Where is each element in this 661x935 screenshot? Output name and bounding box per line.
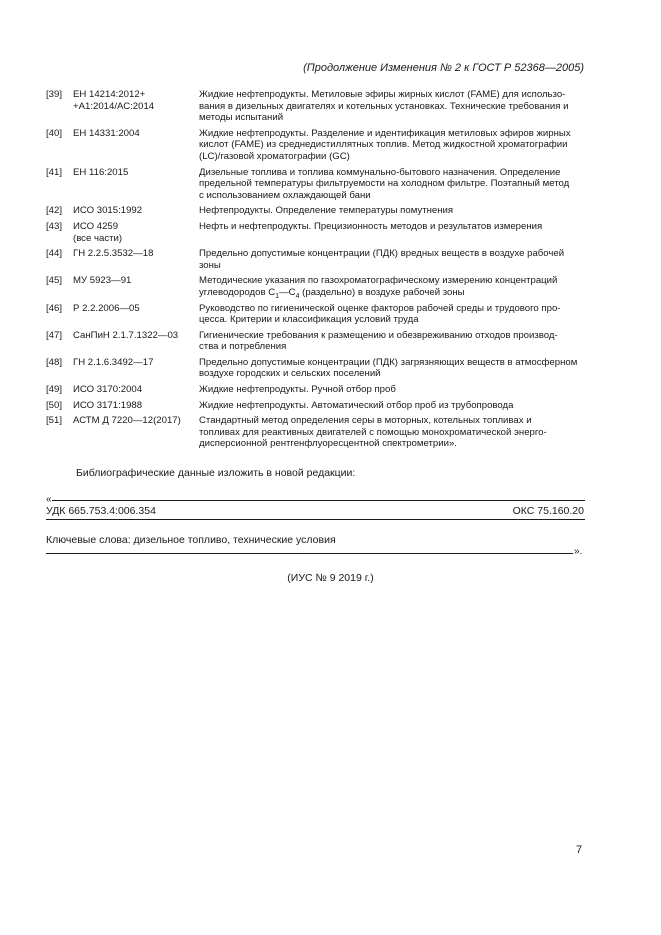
reference-row — [46, 400, 585, 416]
reference-title: Дизельные топлива и топлива коммунально-бытового назначения. Определение предельной температуры фильтруемости на холодном фильтре. Поэтапный метод с использованием охлаждающей бани — [199, 166, 570, 201]
reference-number: [41] — [46, 166, 63, 178]
reference-number: [45] — [46, 275, 63, 287]
reference-title: Жидкие нефтепродукты. Автоматический отбор проб из трубопровода — [199, 399, 514, 411]
continuation-header: (Продолжение Изменения № 2 к ГОСТ Р 52368—2005) — [303, 62, 584, 74]
reference-title: Руководство по гигиенической оценке факторов рабочей среды и трудового про- цесса. Критерии и классификация условий труда — [199, 302, 561, 326]
reference-number: [49] — [46, 384, 63, 396]
reference-code: ИСО 3171:1988 — [73, 399, 143, 411]
reference-row — [46, 89, 585, 128]
reference-row — [46, 248, 585, 275]
reference-title: Нефтепродукты. Определение температуры помутнения — [199, 205, 454, 217]
reference-row — [46, 221, 585, 248]
oks-code: ОКС 75.160.20 — [512, 505, 584, 517]
reference-title: Жидкие нефтепродукты. Метиловые эфиры жирных кислот (FAME) для использо- вания в дизельных двигателях и котельных установках. Технические требования и методы испытаний — [199, 89, 569, 124]
bibliography-intro: Библиографические данные изложить в новой редакции: — [76, 467, 356, 479]
reference-code: СанПиН 2.1.7.1322—03 — [73, 329, 179, 341]
reference-code: ЕН 116:2015 — [73, 166, 129, 178]
reference-number: [44] — [46, 248, 63, 260]
reference-title: Стандартный метод определения серы в моторных, котельных топливах и топливах для реактивных двигателей с помощью монохроматической энерго- дисперсионной рентгенфлуоресцентной спектрометрии». — [199, 415, 547, 450]
reference-number: [40] — [46, 127, 63, 139]
keywords: Ключевые слова: дизельное топливо, технические условия — [46, 534, 336, 546]
page-number: 7 — [576, 844, 583, 856]
reference-row — [46, 167, 585, 206]
closing-quote: ». — [574, 546, 583, 557]
udk-code: УДК 665.753.4:006.354 — [46, 505, 156, 517]
reference-row — [46, 205, 585, 221]
reference-code: ГН 2.2.5.3532—18 — [73, 248, 154, 260]
reference-code: АСТМ Д 7220—12(2017) — [73, 415, 181, 427]
reference-number: [47] — [46, 329, 63, 341]
reference-number: [39] — [46, 89, 63, 100]
reference-code: ИСО 3015:1992 — [73, 205, 143, 217]
reference-title: Методические указания по газохроматографическому измерению концентраций углеводородов $С_1—С_4$ (раздельно) в воздухе рабочей зоны — [199, 275, 558, 300]
reference-row — [46, 303, 585, 330]
reference-row — [46, 275, 585, 302]
reference-title: Предельно допустимые концентрации (ПДК) вредных веществ в воздухе рабочей зоны — [199, 248, 565, 271]
reference-row — [46, 357, 585, 384]
ius-reference: (ИУС № 9 2019 г.) — [287, 572, 374, 584]
reference-code: ИСО 3170:2004 — [73, 384, 143, 396]
reference-number: [46] — [46, 302, 63, 314]
reference-title: Предельно допустимые концентрации (ПДК) загрязняющих веществ в атмосферном воздухе городских и сельских поселений — [199, 356, 578, 380]
divider-line-top — [52, 500, 585, 501]
reference-title: Жидкие нефтепродукты. Ручной отбор проб — [199, 384, 396, 396]
reference-number: [48] — [46, 356, 63, 368]
reference-row — [46, 384, 585, 400]
reference-title: Нефть и нефтепродукты. Прецизионность методов и результатов измерения — [199, 220, 543, 232]
reference-code: ГН 2.1.6.3492—17 — [73, 356, 154, 368]
reference-code: МУ 5923—91 — [73, 275, 132, 287]
reference-row — [46, 128, 585, 167]
references-table — [46, 89, 585, 454]
reference-title: Жидкие нефтепродукты. Разделение и идентификация метиловых эфиров жирных кислот (FAME) из среднедистиллятных топлив. Метод жидкостной хроматографии (LC)/газовой хроматографии (GC) — [199, 127, 571, 162]
reference-code: Р 2.2.2006—05 — [73, 302, 140, 314]
opening-quote: « — [46, 494, 52, 505]
reference-code: ЕН 14214:2012+ +А1:2014/АС:2014 — [73, 89, 155, 112]
divider-line-middle — [46, 519, 585, 520]
reference-code: ИСО 4259 (все части) — [73, 220, 123, 244]
reference-row — [46, 330, 585, 357]
reference-number: [43] — [46, 220, 63, 232]
reference-row — [46, 415, 585, 454]
reference-number: [51] — [46, 415, 63, 427]
reference-number: [42] — [46, 205, 63, 217]
divider-line-bottom — [46, 553, 573, 554]
reference-number: [50] — [46, 399, 63, 411]
reference-code: ЕН 14331:2004 — [73, 127, 140, 139]
reference-title: Гигиенические требования к размещению и обезвреживанию отходов производ- ства и потребления — [199, 329, 558, 353]
